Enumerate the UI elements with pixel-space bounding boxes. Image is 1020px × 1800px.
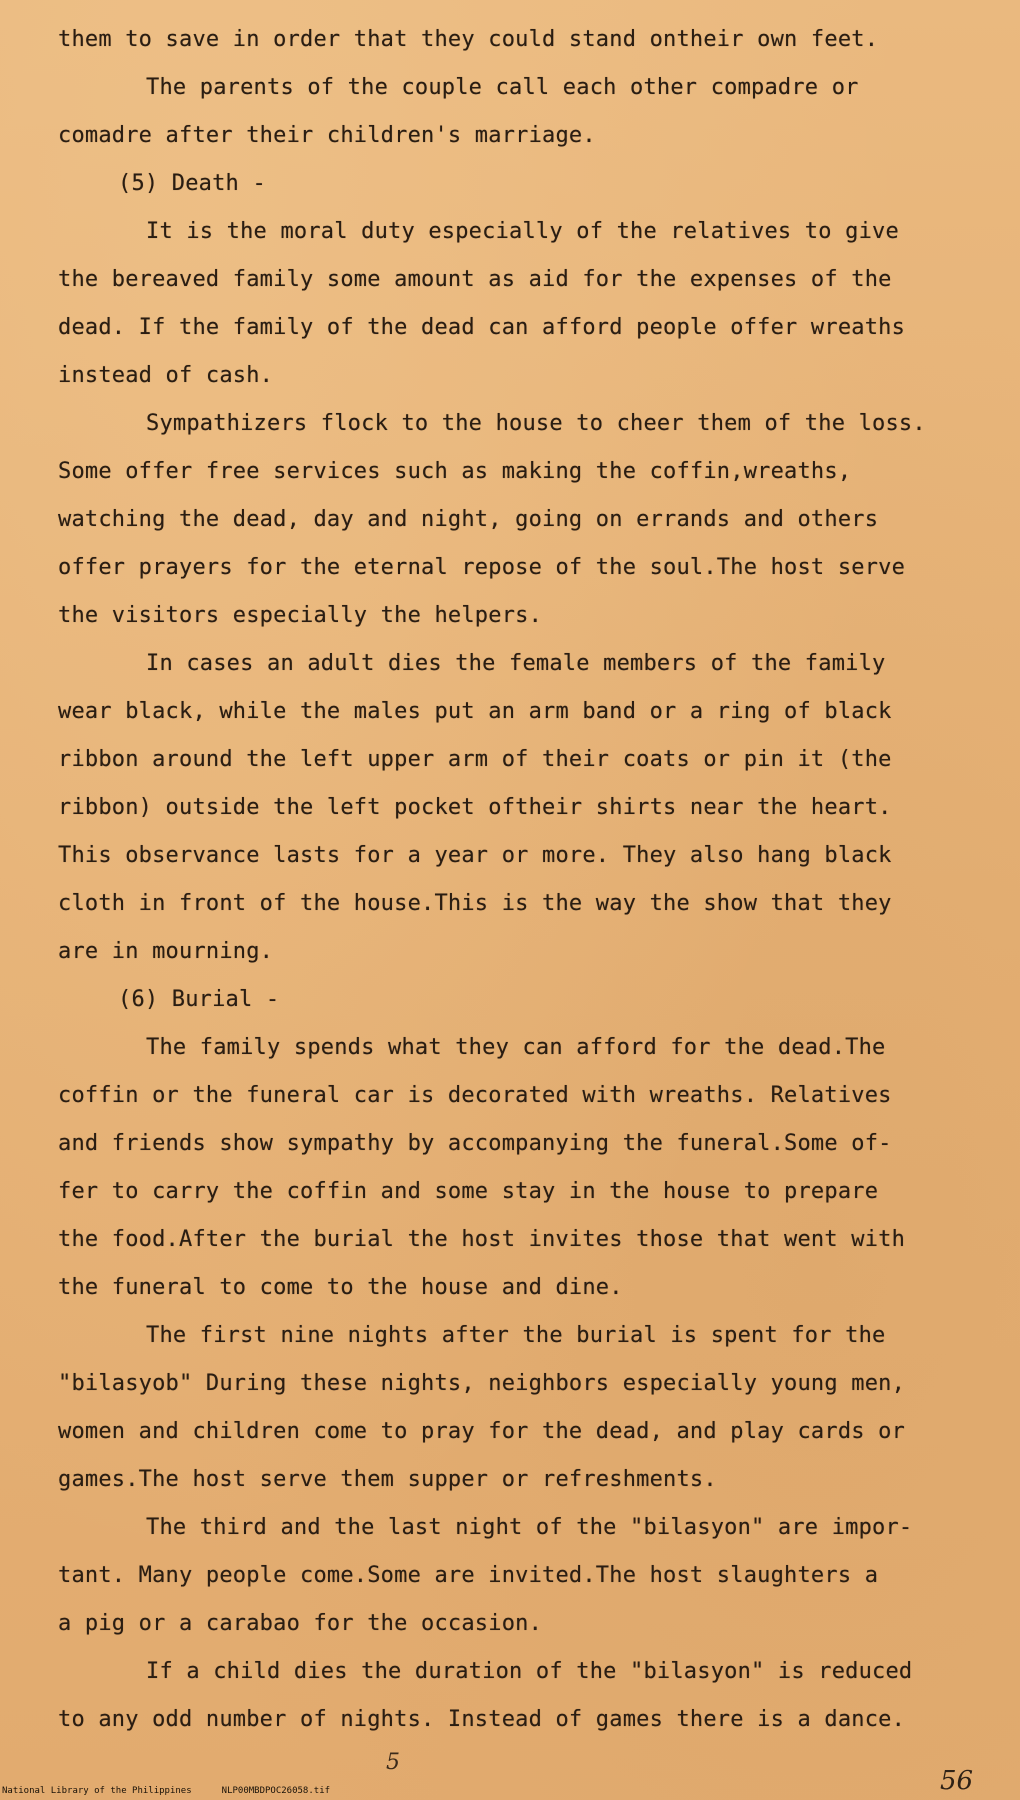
text-line: are in mourning. xyxy=(58,939,274,964)
footer-file-name: NLP00MBDPOC26058.tif xyxy=(221,1786,331,1796)
corner-page-number: 56 xyxy=(940,1766,974,1796)
typed-text-body xyxy=(58,16,988,1744)
text-line: Sympathizers flock to the house to cheer them of the loss. xyxy=(146,411,926,436)
section-heading-burial: (6) Burial - xyxy=(118,987,280,1012)
section-heading-death: (5) Death - xyxy=(118,171,266,196)
text-line: instead of cash. xyxy=(58,363,274,388)
text-line: If a child dies the duration of the "bilasyon" is reduced xyxy=(146,1659,913,1684)
text-line: This observance lasts for a year or more. They also hang black xyxy=(58,843,892,868)
text-line: tant. Many people come.Some are invited.The host slaughters a xyxy=(58,1563,879,1588)
text-line: The third and the last night of the "bilasyon" are impor- xyxy=(146,1515,913,1540)
text-line: the bereaved family some amount as aid for the expenses of the xyxy=(58,267,892,292)
text-line: games.The host serve them supper or refreshments. xyxy=(58,1467,717,1492)
page-number: 5 xyxy=(386,1750,400,1775)
text-line: The family spends what they can afford for the dead.The xyxy=(146,1035,886,1060)
text-line: Some offer free services such as making the coffin,wreaths, xyxy=(58,459,852,484)
text-line: watching the dead, day and night, going on errands and others xyxy=(58,507,879,532)
text-line: The parents of the couple call each other compadre or xyxy=(146,75,859,100)
text-line: wear black, while the males put an arm band or a ring of black xyxy=(58,699,892,724)
text-line: The first nine nights after the burial is spent for the xyxy=(146,1323,886,1348)
text-line: ribbon) outside the left pocket oftheir shirts near the heart. xyxy=(58,795,892,820)
text-line: offer prayers for the eternal repose of the soul.The host serve xyxy=(58,555,906,580)
text-line: the visitors especially the helpers. xyxy=(58,603,543,628)
text-line: fer to carry the coffin and some stay in the house to prepare xyxy=(58,1179,879,1204)
text-line: and friends show sympathy by accompanying the funeral.Some of- xyxy=(58,1131,892,1156)
text-line: It is the moral duty especially of the relatives to give xyxy=(146,219,899,244)
scan-footer xyxy=(0,1782,1020,1800)
text-line: the food.After the burial the host invites those that went with xyxy=(58,1227,906,1252)
text-line: "bilasyob" During these nights, neighbors especially young men, xyxy=(58,1371,906,1396)
text-line: women and children come to pray for the dead, and play cards or xyxy=(58,1419,906,1444)
text-line: them to save in order that they could stand ontheir own feet. xyxy=(58,27,879,52)
text-line: coffin or the funeral car is decorated with wreaths. Relatives xyxy=(58,1083,892,1108)
text-line: comadre after their children's marriage. xyxy=(58,123,596,148)
footer-library-name: National Library of the Philippines xyxy=(2,1786,192,1796)
text-line: In cases an adult dies the female members of the family xyxy=(146,651,886,676)
text-line: a pig or a carabao for the occasion. xyxy=(58,1611,543,1636)
text-line: to any odd number of nights. Instead of games there is a dance. xyxy=(58,1707,906,1732)
text-line: ribbon around the left upper arm of their coats or pin it (the xyxy=(58,747,892,772)
text-line: dead. If the family of the dead can afford people offer wreaths xyxy=(58,315,906,340)
text-line: cloth in front of the house.This is the way the show that they xyxy=(58,891,892,916)
text-line: the funeral to come to the house and dine. xyxy=(58,1275,623,1300)
